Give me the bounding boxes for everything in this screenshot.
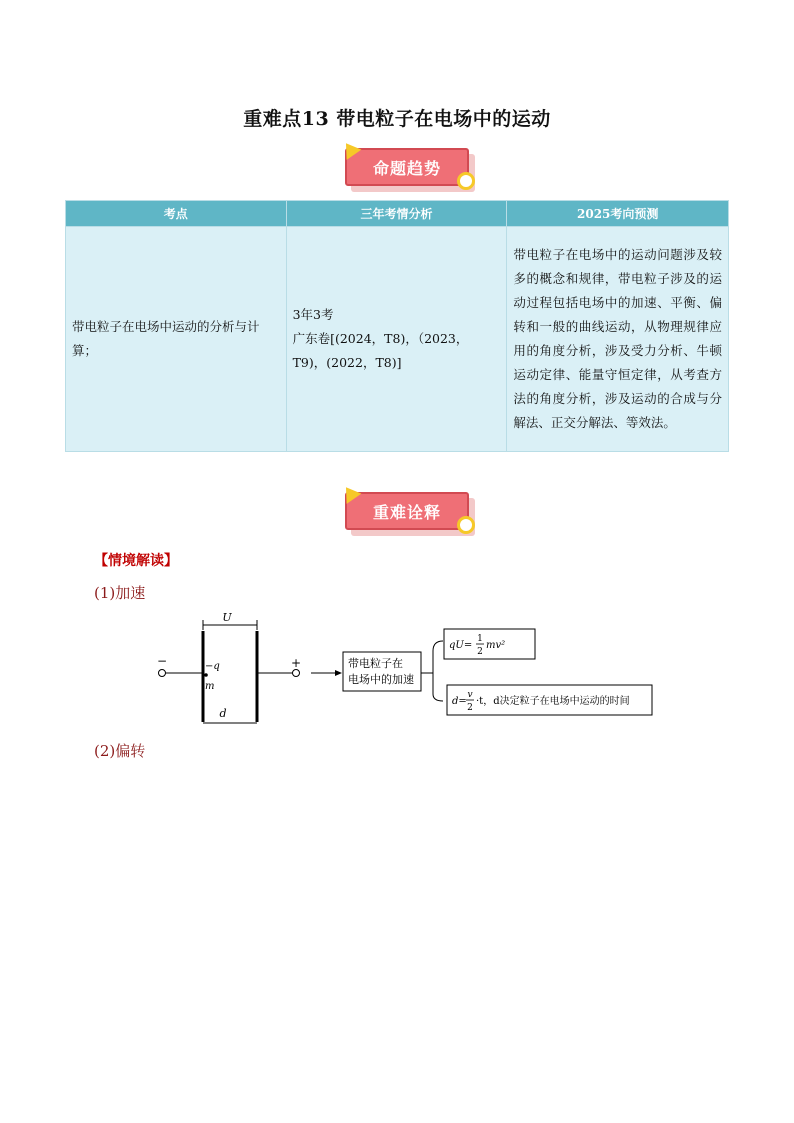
mass-label: m [205,681,215,692]
eq2-denominator: 2 [467,703,473,713]
distance-label: d [219,707,227,720]
cell-forecast: 带电粒子在电场中的运动问题涉及较多的概念和规律，带电粒子涉及的运动过程包括电场中的加速、平衡、偏转和一般的曲线运动，从物理规律应用的角度分析，涉及受力分析、牛顿运动定律、能量守恒定律，从考查方法的角度分析，涉及运动的合成与分解法、正交分解法、等效法。 [507,227,729,452]
analysis-detail: 广东卷[(2024，T8)，（2023，T9)，(2022，T8)] [292,331,469,370]
header-forecast: 2025考向预测 [507,201,729,227]
badge-explain [345,492,485,542]
cell-analysis [286,227,507,452]
badge-label: 命题趋势 [345,148,469,186]
voltage-label: U [222,611,232,624]
terminal-positive [293,670,300,677]
particle-dot [204,673,208,677]
subsection-acceleration: (1)加速 [94,584,146,602]
ring-icon [457,172,475,190]
header-topic: 考点 [66,201,287,227]
concept-line1: 带电粒子在 [348,657,403,670]
eq1-denominator: 2 [477,647,483,657]
trend-table [65,200,729,452]
arrow-head [335,670,342,676]
table-row [66,227,729,452]
plus-sign: + [290,656,302,670]
cell-topic: 带电粒子在电场中运动的分析与计算； [66,227,287,452]
page-title: 重难点13 带电粒子在电场中的运动 [243,108,551,130]
eq2-suffix: ·t，d决定粒子在电场中运动的时间 [476,696,630,707]
acceleration-diagram [150,605,670,730]
concept-line2: 电场中的加速 [348,673,414,686]
table-header-row [66,201,729,227]
badge-trend [345,148,485,198]
eq1-numerator: 1 [477,634,483,644]
bracket [433,641,443,701]
eq2-numerator: v [467,690,473,700]
analysis-count: 3年3考 [292,307,334,322]
charge-label: −q [205,661,220,672]
eq1-suffix: mv² [486,640,506,651]
section-label: 【情境解读】 [94,553,178,569]
terminal-negative [159,670,166,677]
subsection-deflection: (2)偏转 [94,742,146,760]
eq1-prefix: qU= [449,640,473,651]
ring-icon [457,516,475,534]
header-analysis: 三年考情分析 [286,201,507,227]
eq2-prefix: d= [452,696,467,707]
badge-label: 重难诠释 [345,492,469,530]
minus-sign: − [156,654,168,668]
